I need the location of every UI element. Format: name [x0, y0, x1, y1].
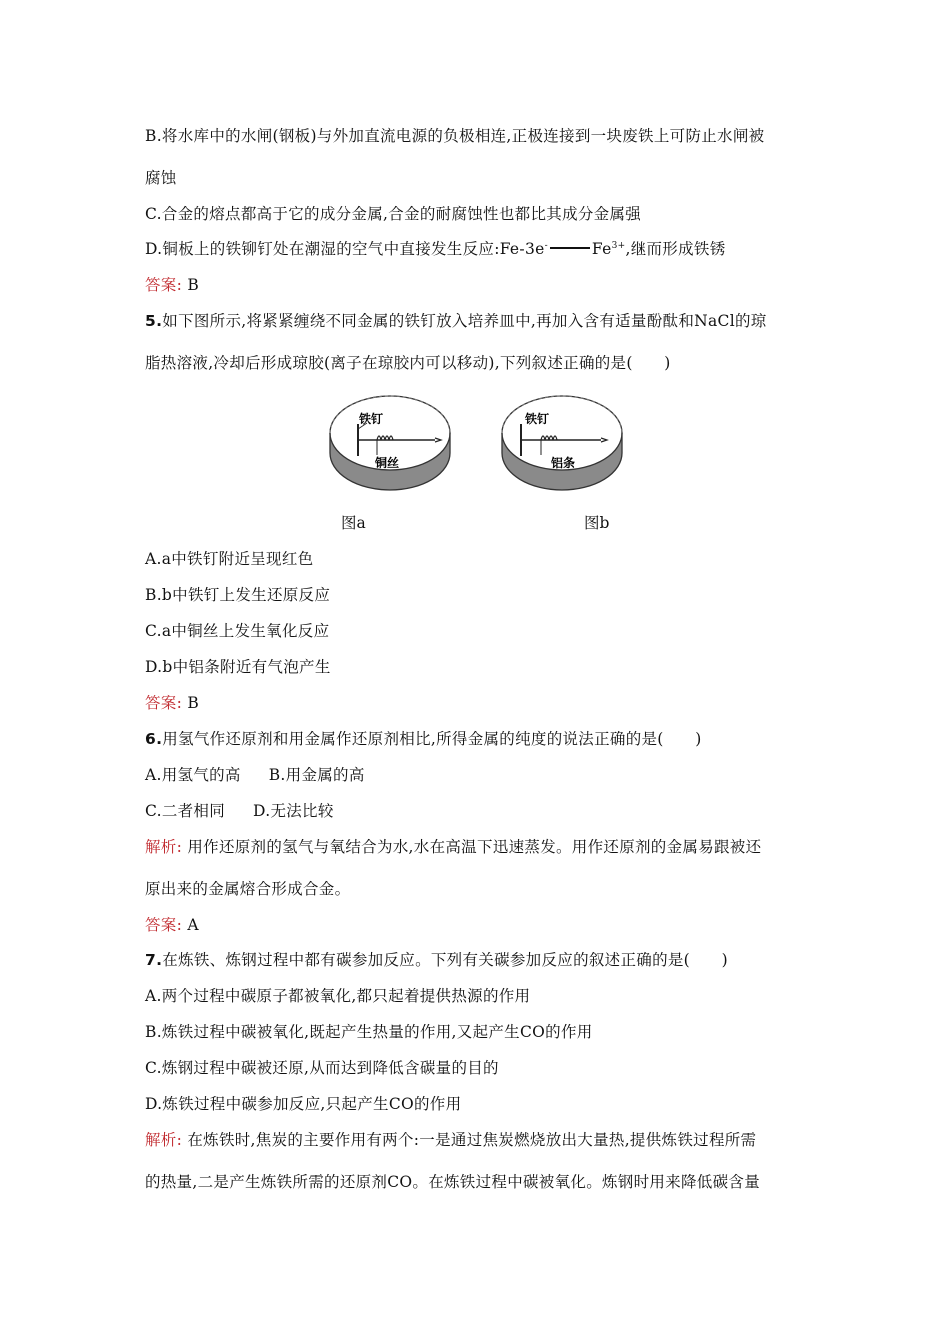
q7-option-d: D.炼铁过程中碳参加反应,只起产生CO的作用: [145, 1095, 462, 1113]
q5-answer: 答案: B: [145, 694, 200, 712]
q7-option-a: A.两个过程中碳原子都被氧化,都只起着提供热源的作用: [145, 987, 531, 1005]
q7-option-c: C.炼钢过程中碳被还原,从而达到降低含碳量的目的: [145, 1059, 499, 1077]
q7-analysis-line1: 解析: 在炼铁时,焦炭的主要作用有两个:一是通过焦炭燃烧放出大量热,提供炼铁过程所需: [145, 1131, 757, 1149]
q5-figure: [325, 383, 625, 498]
q4-option-b-line2: 腐蚀: [145, 169, 177, 187]
dish-b: [502, 396, 622, 490]
dish-b-nail-label: 铁钉: [525, 412, 550, 426]
q6-analysis-line2: 原出来的金属熔合形成合金。: [145, 880, 351, 898]
dish-a-nail-label: 铁钉: [359, 412, 384, 426]
q4-answer: 答案: B: [145, 276, 200, 294]
q6-options-row1: A.用氢气的高 B.用金属的高: [145, 766, 365, 784]
q7-stem: 7.在炼铁、炼钢过程中都有碳参加反应。下列有关碳参加反应的叙述正确的是( ): [145, 951, 728, 969]
figure-a-caption: 图a: [341, 514, 366, 532]
q5-option-a: A.a中铁钉附近呈现红色: [145, 550, 314, 568]
q5-option-b: B.b中铁钉上发生还原反应: [145, 586, 331, 604]
q5-stem-line2: 脂热溶液,冷却后形成琼胶(离子在琼胶内可以移动),下列叙述正确的是( ): [145, 354, 671, 372]
dish-a-wire-label: 铜丝: [375, 456, 400, 470]
q4-option-c: C.合金的熔点都高于它的成分金属,合金的耐腐蚀性也都比其成分金属强: [145, 205, 642, 223]
q5-option-c: C.a中铜丝上发生氧化反应: [145, 622, 330, 640]
q6-options-row2: C.二者相同 D.无法比较: [145, 802, 334, 820]
q4-option-b-line1: B.将水库中的水闸(钢板)与外加直流电源的负极相连,正极连接到一块废铁上可防止水闸被: [145, 127, 765, 145]
equals-bar: [550, 247, 590, 249]
q7-analysis-line2: 的热量,二是产生炼铁所需的还原剂CO。在炼铁过程中碳被氧化。炼钢时用来降低碳含量: [145, 1173, 760, 1191]
dish-a: [330, 396, 450, 490]
figure-b-caption: 图b: [584, 514, 610, 532]
q5-stem-line1: 5.如下图所示,将紧紧缠绕不同金属的铁钉放入培养皿中,再加入含有适量酚酞和NaCl的琼: [145, 312, 767, 330]
q6-stem: 6.用氢气作还原剂和用金属作还原剂相比,所得金属的纯度的说法正确的是( ): [145, 730, 702, 748]
q6-answer: 答案: A: [145, 916, 199, 934]
q6-analysis-line1: 解析: 用作还原剂的氢气与氧结合为水,水在高温下迅速蒸发。用作还原剂的金属易跟被还: [145, 838, 762, 856]
q5-option-d: D.b中铝条附近有气泡产生: [145, 658, 331, 676]
dish-b-wire-label: 铝条: [551, 456, 576, 470]
q4-option-d: D.铜板上的铁铆钉处在潮湿的空气中直接发生反应:Fe-3e- $Fe^{3+}$,继而形成铁锈: [145, 240, 726, 258]
q7-option-b: B.炼铁过程中碳被氧化,既起产生热量的作用,又起产生CO的作用: [145, 1023, 593, 1041]
